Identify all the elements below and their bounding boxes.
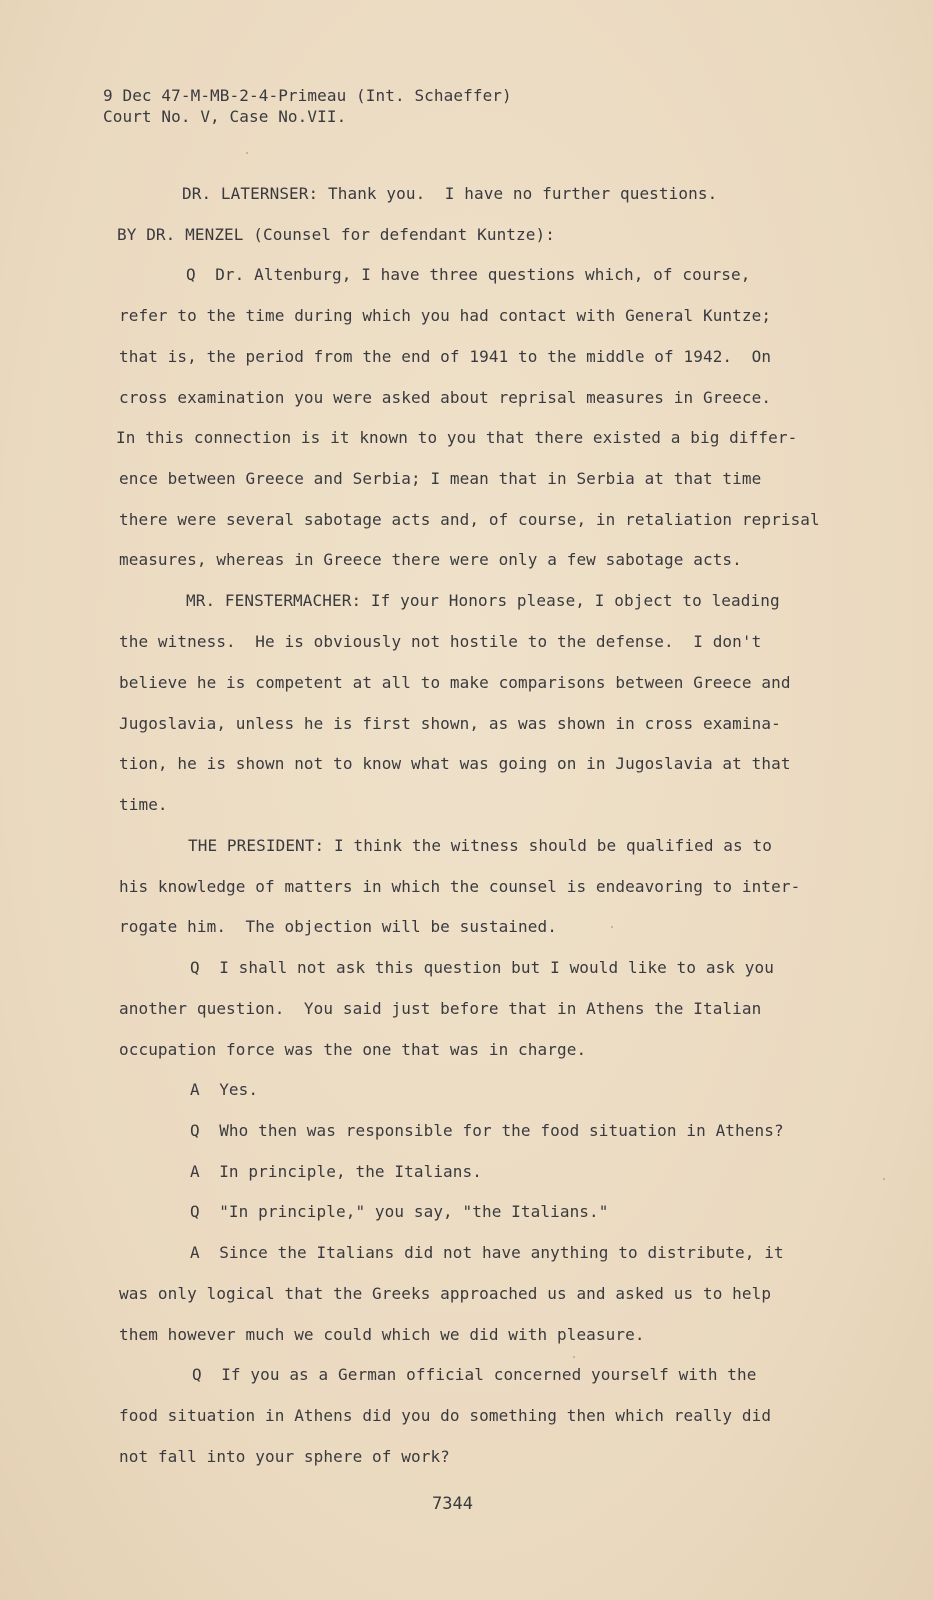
paper-speck bbox=[573, 1356, 575, 1358]
transcript-line: was only logical that the Greeks approached us and asked us to help bbox=[119, 1284, 772, 1303]
transcript-line: Q Dr. Altenburg, I have three questions which, of course, bbox=[186, 265, 751, 284]
transcript-line: DR. LATERNSER: Thank you. I have no further questions. bbox=[182, 184, 718, 203]
transcript-line: In this connection is it known to you that there existed a big differ- bbox=[116, 428, 798, 447]
transcript-line: Q If you as a German official concerned yourself with the bbox=[192, 1365, 757, 1384]
paper-speck bbox=[246, 152, 248, 154]
transcript-line: another question. You said just before that in Athens the Italian bbox=[119, 999, 762, 1018]
page-number: 7344 bbox=[432, 1494, 473, 1514]
transcript-line: THE PRESIDENT: I think the witness should be qualified as to bbox=[188, 836, 772, 855]
transcript-line: them however much we could which we did with pleasure. bbox=[119, 1325, 645, 1344]
transcript-line: A Since the Italians did not have anything to distribute, it bbox=[190, 1243, 784, 1262]
paper-speck bbox=[883, 1178, 885, 1180]
transcript-line: rogate him. The objection will be sustained. bbox=[119, 917, 557, 936]
transcript-line: believe he is competent at all to make comparisons between Greece and bbox=[119, 673, 791, 692]
transcript-line: his knowledge of matters in which the counsel is endeavoring to inter- bbox=[119, 877, 801, 896]
transcript-line: not fall into your sphere of work? bbox=[119, 1447, 450, 1466]
transcript-line: that is, the period from the end of 1941 to the middle of 1942. On bbox=[119, 347, 772, 366]
transcript-line: time. bbox=[119, 795, 168, 814]
header-case-line: 9 Dec 47-M-MB-2-4-Primeau (Int. Schaeffer) bbox=[103, 86, 512, 105]
transcript-line: A Yes. bbox=[190, 1080, 259, 1099]
transcript-line: ence between Greece and Serbia; I mean that in Serbia at that time bbox=[119, 469, 762, 488]
transcript-line: there were several sabotage acts and, of course, in retaliation reprisal bbox=[119, 510, 820, 529]
transcript-line: cross examination you were asked about reprisal measures in Greece. bbox=[119, 388, 772, 407]
transcript-line: BY DR. MENZEL (Counsel for defendant Kuntze): bbox=[117, 225, 555, 244]
transcript-line: Jugoslavia, unless he is first shown, as was shown in cross examina- bbox=[119, 714, 781, 733]
transcript-line: Q Who then was responsible for the food situation in Athens? bbox=[190, 1121, 784, 1140]
transcript-line: food situation in Athens did you do something then which really did bbox=[119, 1406, 772, 1425]
transcript-line: refer to the time during which you had contact with General Kuntze; bbox=[119, 306, 772, 325]
transcript-line: occupation force was the one that was in charge. bbox=[119, 1040, 587, 1059]
transcript-line: the witness. He is obviously not hostile to the defense. I don't bbox=[119, 632, 762, 651]
header-court-line: Court No. V, Case No.VII. bbox=[103, 107, 347, 126]
transcript-line: tion, he is shown not to know what was going on in Jugoslavia at that bbox=[119, 754, 791, 773]
transcript-line: Q "In principle," you say, "the Italians." bbox=[190, 1202, 609, 1221]
transcript-line: Q I shall not ask this question but I would like to ask you bbox=[190, 958, 774, 977]
paper-speck bbox=[611, 926, 613, 928]
transcript-line: measures, whereas in Greece there were only a few sabotage acts. bbox=[119, 550, 742, 569]
transcript-line: A In principle, the Italians. bbox=[190, 1162, 482, 1181]
transcript-line: MR. FENSTERMACHER: If your Honors please, I object to leading bbox=[186, 591, 780, 610]
